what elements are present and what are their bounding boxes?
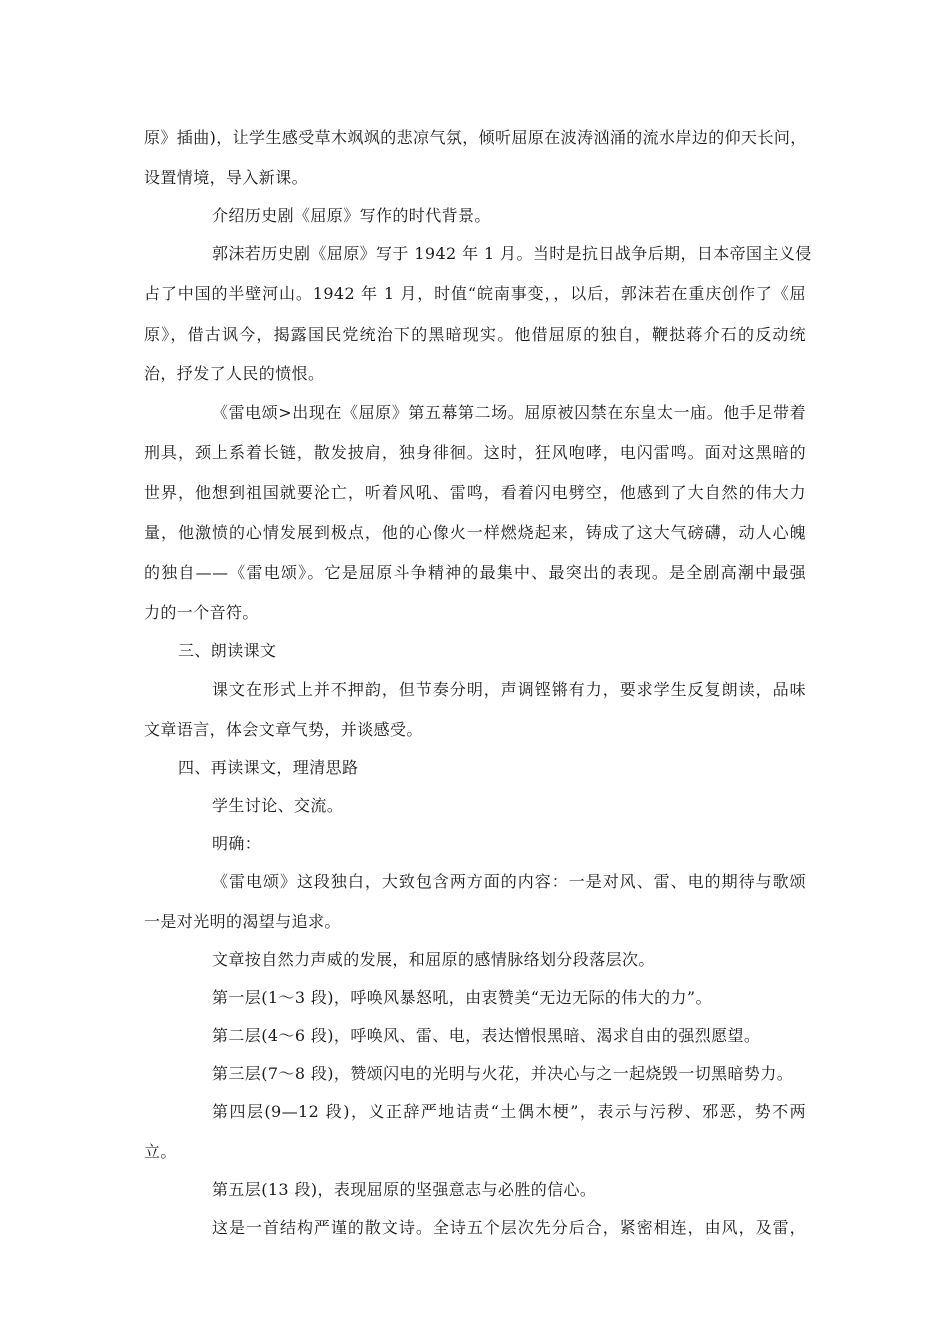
- text-line: 世界，他想到祖国就要沦亡，听着风吼、雷鸣，看着闪电劈空，他感到了大自然的伟大力: [144, 483, 806, 502]
- text-line: 明确：: [212, 834, 262, 853]
- text-line: 第二层(4～6 段)，呼唤风、雷、电，表达憎恨黑暗、渴求自由的强烈愿望。: [212, 1026, 761, 1045]
- text-line: 原》插曲)，让学生感受草木飒飒的悲凉气氛，倾听屈原在波涛汹涌的流水岸边的仰天长问，: [144, 128, 807, 147]
- text-line: 文章按自然力声威的发展，和屈原的感情脉络划分段落层次。: [212, 950, 655, 969]
- text-line: 介绍历史剧《屈原》写作的时代背景。: [212, 206, 491, 225]
- text-line: 原》，借古讽今，揭露国民党统治下的黑暗现实。他借屈原的独自，鞭挞蒋介石的反动统: [144, 325, 806, 344]
- text-line: 占了中国的半壁河山。1942 年 1 月，时值“皖南事变，，以后，郭沫若在重庆创作了《屈: [144, 284, 806, 303]
- text-line: 的独自——《雷电颂》。它是屈原斗争精神的最集中、最突出的表现。是全剧高潮中最强: [144, 563, 806, 582]
- text-line: 设置情境，导入新课。: [144, 168, 309, 187]
- text-line: 文章语言，体会文章气势，并谈感受。: [144, 720, 423, 739]
- text-line: 课文在形式上并不押韵，但节奏分明，声调铿锵有力，要求学生反复朗读，品味: [212, 680, 806, 699]
- text-line: 第三层(7～8 段)，赞颂闪电的光明与火花，并决心与之一起烧毁一切黑暗势力。: [212, 1064, 794, 1083]
- text-line: 第五层(13 段)，表现屈原的坚强意志与必胜的信心。: [212, 1180, 597, 1199]
- text-line: 《雷电颂>出现在《屈原》第五幕第二场。屈原被囚禁在东皇太一庙。他手足带着: [212, 403, 806, 422]
- text-line: 立。: [144, 1142, 177, 1161]
- text-line: 学生讨论、交流。: [212, 796, 344, 815]
- text-line: 一是对光明的渴望与追求。: [144, 912, 341, 931]
- text-line: 刑具，颈上系着长链，散发披肩，独身徘徊。这时，狂风咆哮，电闪雷鸣。面对这黑暗的: [144, 443, 806, 462]
- text-line: 这是一首结构严谨的散文诗。全诗五个层次先分后合，紧密相连，由风，及雷，: [212, 1218, 806, 1237]
- text-line: 量，他激愤的心情发展到极点，他的心像火一样燃烧起来，铸成了这大气磅礴，动人心魄: [144, 523, 806, 542]
- section-heading: 四、再读课文，理清思路: [178, 758, 359, 777]
- section-heading: 三、朗读课文: [178, 641, 277, 660]
- text-line: 第四层(9—12 段)，义正辞严地诘责“土偶木梗”，表示与污秽、邪恶，势不两: [212, 1102, 806, 1121]
- text-line: 力的一个音符。: [144, 603, 259, 622]
- text-line: 第一层(1～3 段)，呼唤风暴怒吼，由衷赞美“无边无际的伟大的力”。: [212, 988, 712, 1007]
- text-line: 郭沫若历史剧《屈原》写于 1942 年 1 月。当时是抗日战争后期，日本帝国主义侵: [212, 244, 812, 263]
- text-line: 治，抒发了人民的愤恨。: [144, 364, 325, 383]
- text-line: 《雷电颂》这段独白，大致包含两方面的内容：一是对风、雷、电的期待与歌颂: [212, 872, 806, 891]
